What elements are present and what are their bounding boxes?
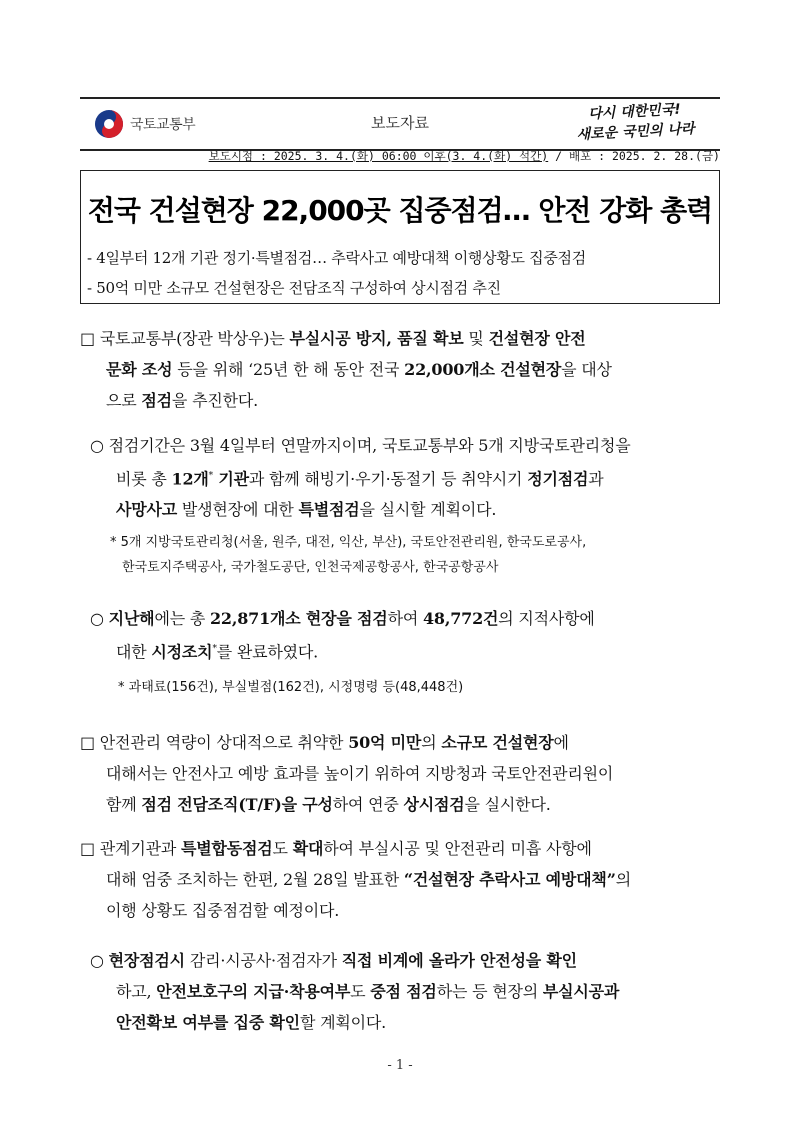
ministry-name: 국토교통부 bbox=[130, 117, 196, 133]
text: □ 국토교통부(장관 박상우)는 bbox=[80, 329, 290, 348]
text-bold: 소규모 건설현장 bbox=[441, 733, 554, 752]
text-bold: 안전보호구의 지급·착용여부 bbox=[156, 982, 351, 1001]
text: 하고, bbox=[116, 982, 157, 1001]
text-bold: 기관 bbox=[212, 469, 249, 489]
slogan-line-1: 다시 대한민국! bbox=[587, 101, 682, 123]
text: 이행 상황도 집중점검할 예정이다. bbox=[106, 901, 340, 920]
text: 도 bbox=[350, 982, 371, 1001]
header-box bbox=[80, 97, 720, 151]
text: 을 추진한다. bbox=[171, 391, 258, 410]
text: 하여 bbox=[387, 609, 423, 628]
text-bold: 정기점검 bbox=[527, 469, 589, 489]
text: 를 완료하였다. bbox=[216, 642, 319, 662]
text: 의 지적사항에 bbox=[498, 609, 595, 628]
text: 감리·시공사·점검자가 bbox=[184, 951, 342, 970]
text: 하여 부실시공 및 안전관리 미흡 사항에 bbox=[323, 839, 592, 858]
footnote-2: * 과태료(156건), 부실벌점(162건), 시정명령 등(48,448건) bbox=[118, 680, 464, 695]
text: 등을 위해 ‘25년 한 해 동안 전국 bbox=[172, 360, 405, 379]
text: 에 bbox=[553, 733, 569, 752]
footnote-1 bbox=[110, 530, 586, 580]
text: 과 함께 해빙기·우기·동절기 등 취약시기 bbox=[248, 469, 528, 489]
text: ○ bbox=[90, 951, 109, 970]
text-bold: 부실시공과 bbox=[542, 982, 620, 1001]
text-bold: 현장점검시 bbox=[108, 951, 185, 970]
footnote-line: * 5개 지방국토관리청(서울, 원주, 대전, 익산, 부산), 국토안전관리원, 한국도로공사, bbox=[110, 535, 587, 550]
text: 의 bbox=[615, 870, 631, 889]
slogan-line-2: 새로운 국민의 나라 bbox=[576, 120, 695, 144]
text: 발생현장에 대한 bbox=[177, 500, 299, 520]
text-bold: 12개 bbox=[171, 469, 209, 489]
text: 하는 등 현장의 bbox=[436, 982, 543, 1001]
text: 으로 bbox=[106, 391, 142, 410]
headline: 전국 건설현장 22,000곳 집중점검… 안전 강화 총력 bbox=[87, 194, 713, 227]
footnote-line: 한국토지주택공사, 국가철도공단, 인천국제공항공사, 한국공항공사 bbox=[122, 560, 499, 575]
text: 을 실시한다. bbox=[464, 795, 551, 814]
text: 할 계획이다. bbox=[299, 1013, 386, 1032]
text: ○ 점검기간은 3월 4일부터 연말까지이며, 국토교통부와 5개 지방국토관리청을 bbox=[90, 436, 631, 455]
paragraph-2 bbox=[90, 430, 720, 525]
text-bold: 22,000개소 건설현장 bbox=[404, 360, 562, 379]
text-bold: 건설현장 안전 bbox=[488, 329, 586, 348]
text: 도 bbox=[272, 839, 293, 858]
text-bold: 점검 전담조직(T/F)을 구성 bbox=[141, 795, 333, 814]
paragraph-4 bbox=[80, 727, 720, 820]
text: 과 bbox=[588, 469, 604, 489]
text-bold: 직접 비계에 올라가 안전성을 확인 bbox=[341, 951, 577, 970]
title-box bbox=[80, 170, 720, 304]
footnote-mark: * bbox=[208, 471, 213, 481]
text: 대해서는 안전사고 예방 효과를 높이기 위하여 지방청과 국토안전관리원이 bbox=[106, 764, 614, 783]
text-bold: 점검 bbox=[141, 391, 172, 410]
text-bold: 특별점검 bbox=[298, 500, 360, 520]
text: 함께 bbox=[106, 795, 142, 814]
text: 및 bbox=[463, 329, 489, 348]
text: 을 대상 bbox=[561, 360, 612, 379]
text-bold: 시정조치 bbox=[151, 642, 213, 662]
text-bold: 상시점검 bbox=[403, 795, 465, 814]
text-bold: “건설현장 추락사고 예방대책” bbox=[403, 870, 616, 889]
subtitle-2: - 50억 미만 소규모 건설현장은 전담조직 구성하여 상시점검 추진 bbox=[87, 279, 501, 297]
text: 을 실시할 계획이다. bbox=[359, 500, 497, 520]
release-time: 보도시점 : 2025. 3. 4.(화) 06:00 이후(3. 4.(화) 석간) bbox=[208, 149, 549, 163]
text: □ 안전관리 역량이 상대적으로 취약한 bbox=[80, 733, 349, 752]
text-bold: 안전확보 여부를 집중 확인 bbox=[116, 1013, 300, 1032]
release-info bbox=[80, 148, 720, 164]
text-bold: 확대 bbox=[292, 839, 324, 858]
text-bold: 지난해 bbox=[108, 609, 155, 628]
text-bold: 48,772건 bbox=[422, 609, 499, 628]
text-bold: 사망사고 bbox=[116, 500, 178, 520]
text: 비롯 총 bbox=[116, 469, 172, 489]
press-release-label: 보도자료 bbox=[371, 114, 429, 132]
text: 에는 총 bbox=[154, 609, 210, 628]
paragraph-5 bbox=[80, 833, 720, 926]
text-bold: 문화 조성 bbox=[106, 360, 173, 379]
text: 하여 연중 bbox=[332, 795, 404, 814]
footnote-mark: * bbox=[212, 644, 217, 654]
paragraph-3 bbox=[90, 603, 720, 667]
slogan bbox=[559, 98, 711, 146]
text: 대한 bbox=[116, 642, 152, 662]
subtitle-1: - 4일부터 12개 기관 정기·특별점검… 추락사고 예방대책 이행상황도 집중점검 bbox=[87, 249, 586, 267]
text: ○ bbox=[90, 609, 109, 628]
paragraph-1 bbox=[80, 323, 720, 416]
text-bold: 22,871개소 현장을 점검 bbox=[209, 609, 388, 628]
text: 대해 엄중 조치하는 한편, 2월 28일 발표한 bbox=[106, 870, 404, 889]
text-bold: 중점 점검 bbox=[370, 982, 437, 1001]
text-bold: 50억 미만 bbox=[348, 733, 422, 752]
paragraph-6 bbox=[90, 945, 720, 1038]
distribution-date: / 배포 : 2025. 2. 28.(금) bbox=[548, 149, 720, 163]
text-bold: 부실시공 방지, 품질 확보 bbox=[289, 329, 464, 348]
text-bold: 특별합동점검 bbox=[180, 839, 273, 858]
page-number: - 1 - bbox=[387, 1058, 413, 1073]
text: □ 관계기관과 bbox=[80, 839, 181, 858]
text: 의 bbox=[421, 733, 442, 752]
